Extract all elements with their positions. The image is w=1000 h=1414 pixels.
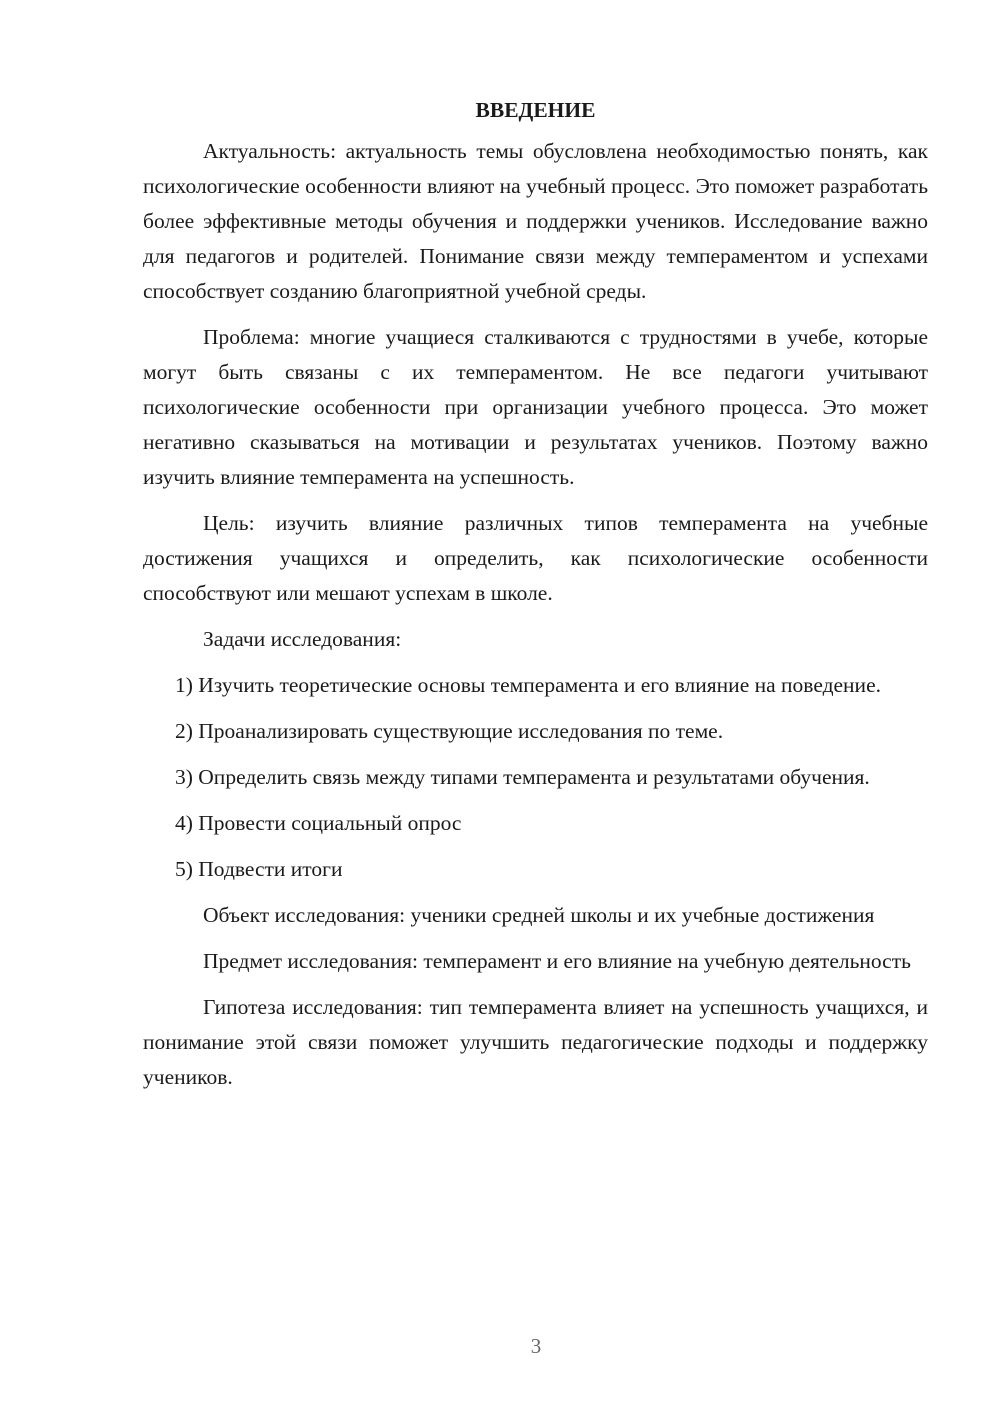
subject-paragraph: Предмет исследования: темперамент и его влияние на учебную деятельность [203, 949, 911, 973]
task-item-1: 1) Изучить теоретические основы темперамента и его влияние на поведение. [175, 673, 881, 697]
tasks-intro: Задачи исследования: [203, 627, 402, 651]
task-item-4: 4) Провести социальный опрос [175, 811, 462, 835]
task-item-5: 5) Подвести итоги [175, 857, 343, 881]
goal-paragraph: Цель: изучить влияние различных типов темперамента на учебные достижения учащихся и определить, как психологические особенности способствуют или мешают успехам в школе. [143, 511, 928, 605]
document-page [143, 92, 928, 1106]
task-item-3: 3) Определить связь между типами темперамента и результатами обучения. [175, 765, 870, 789]
page-title: ВВЕДЕНИЕ [475, 98, 596, 122]
relevance-paragraph: Актуальность: актуальность темы обусловлена необходимостью понять, как психологические особенности влияют на учебный процесс. Это поможет разработать более эффективные методы обучения и поддержки учеников. Исследование важно для педагогов и родителей. Понимание связи между темпераментом и успехами способствует созданию благоприятной учебной среды. [143, 139, 928, 303]
problem-paragraph: Проблема: многие учащиеся сталкиваются с трудностями в учебе, которые могут быть связаны с их темпераментом. Не все педагоги учитывают психологические особенности при организации учебного процесса. Это может негативно сказываться на мотивации и результатах учеников. Поэтому важно изучить влияние темперамента на успешность. [143, 325, 928, 489]
page-number: 3 [530, 1334, 542, 1358]
object-paragraph: Объект исследования: ученики средней школы и их учебные достижения [203, 903, 875, 927]
task-item-2: 2) Проанализировать существующие исследования по теме. [175, 719, 724, 743]
hypothesis-paragraph: Гипотеза исследования: тип темперамента влияет на успешность учащихся, и понимание этой связи поможет улучшить педагогические подходы и поддержку учеников. [143, 995, 928, 1089]
